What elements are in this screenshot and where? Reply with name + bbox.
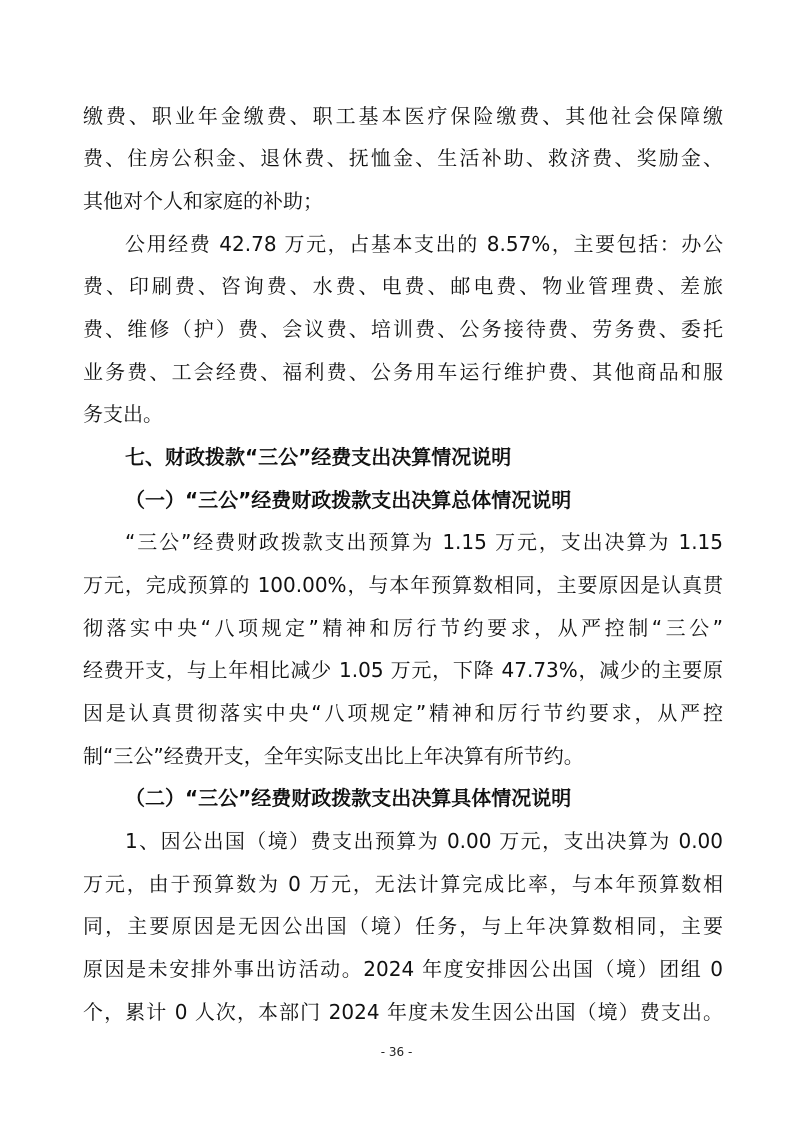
text-line: 因是认真贯彻落实中央“八项规定”精神和厉行节约要求，从严控 [83, 701, 723, 725]
text-line: 经费开支，与上年相比减少 1.05 万元，下降 47.73%，减少的主要原 [83, 658, 723, 682]
subsection-heading: （二）“三公”经费财政拨款支出决算具体情况说明 [125, 786, 572, 810]
text-line: 费、住房公积金、退休费、抚恤金、生活补助、救济费、奖励金、 [83, 146, 723, 170]
paragraph-first-line: “三公”经费财政拨款支出预算为 1.15 万元，支出决算为 1.15 [125, 530, 723, 554]
text-line: 缴费、职业年金缴费、职工基本医疗保险缴费、其他社会保障缴 [83, 104, 723, 128]
text-line: 其他对个人和家庭的补助； [83, 189, 323, 213]
paragraph-first-line: 1、因公出国（境）费支出预算为 0.00 万元，支出决算为 0.00 [125, 829, 723, 853]
text-line: 业务费、工会经费、福利费、公务用车运行维护费、其他商品和服 [83, 360, 723, 384]
text-line: 费、印刷费、咨询费、水费、电费、邮电费、物业管理费、差旅 [83, 274, 723, 298]
subsection-heading: （一）“三公”经费财政拨款支出决算总体情况说明 [125, 488, 572, 512]
text-line: 原因是未安排外事出访活动。2024 年度安排因公出国（境）团组 0 [83, 957, 723, 981]
text-line: 制“三公”经费开支，全年实际支出比上年决算有所节约。 [83, 744, 584, 768]
paragraph-first-line: 公用经费 42.78 万元，占基本支出的 8.57%，主要包括：办公 [125, 232, 723, 256]
text-line: 万元，由于预算数为 0 万元，无法计算完成比率，与本年预算数相 [83, 872, 723, 896]
text-line: 个，累计 0 人次，本部门 2024 年度未发生因公出国（境）费支出。 [83, 1000, 723, 1024]
section-heading: 七、财政拨款“三公”经费支出决算情况说明 [125, 445, 512, 469]
text-line: 同，主要原因是无因公出国（境）任务，与上年决算数相同，主要 [83, 914, 723, 938]
page-number: - 36 - [380, 1045, 413, 1059]
text-line: 彻落实中央“八项规定”精神和厉行节约要求，从严控制“三公” [83, 616, 723, 640]
text-line: 务支出。 [83, 402, 163, 426]
text-line: 万元，完成预算的 100.00%，与本年预算数相同，主要原因是认真贯 [83, 573, 723, 597]
text-line: 费、维修（护）费、会议费、培训费、公务接待费、劳务费、委托 [83, 317, 723, 341]
